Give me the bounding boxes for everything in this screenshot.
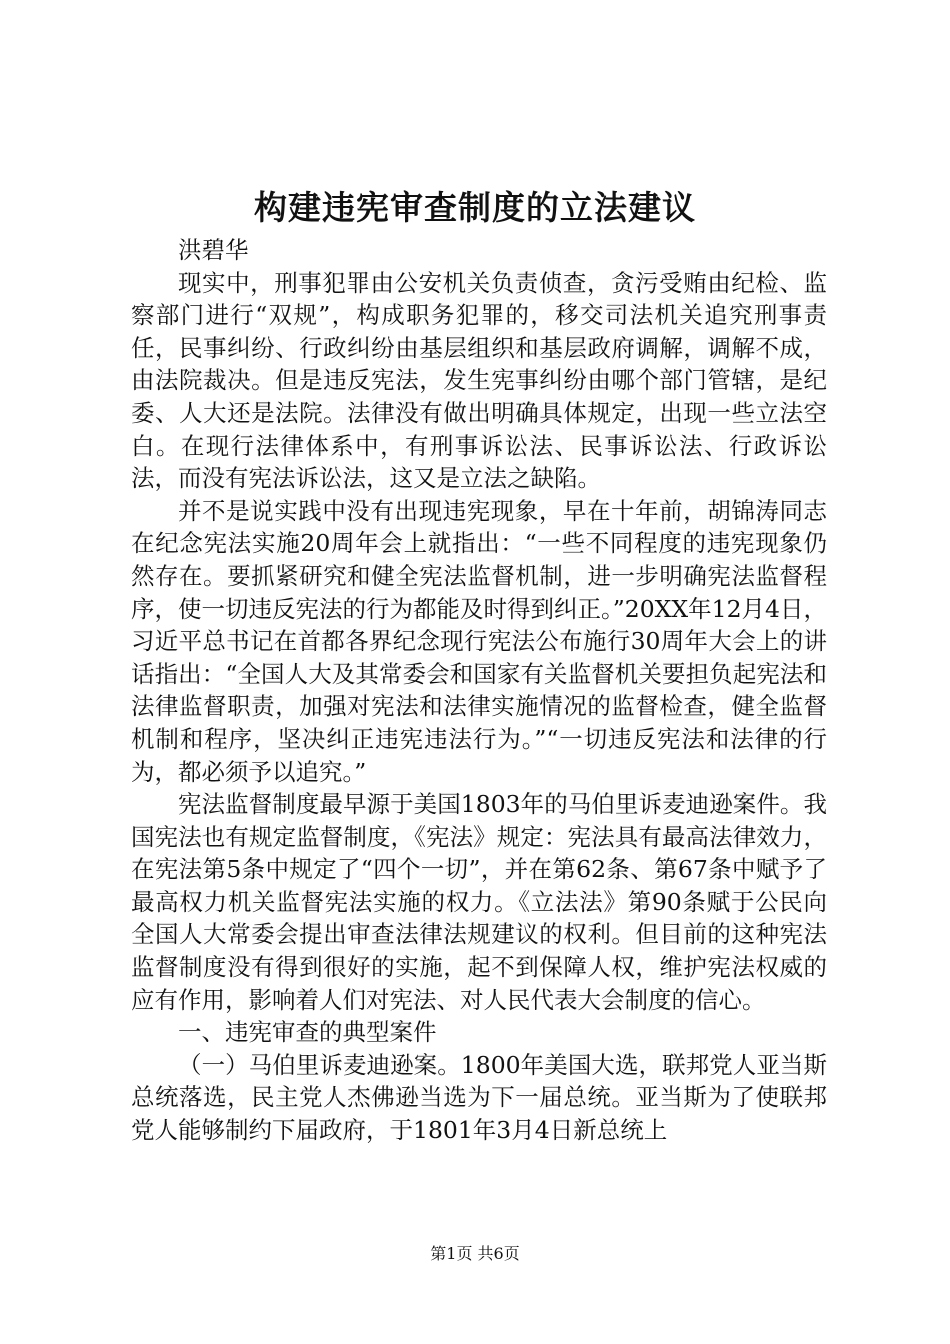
author-line: 洪碧华 xyxy=(178,236,249,264)
paragraph: 宪法监督制度最早源于美国1803年的马伯里诉麦迪逊案件。我国宪法也有规定监督制度，《宪法》规定：宪法具有最高法律效力，在宪法第5条中规定了“四个一切”，并在第62条、第67条中赋予了最高权力机关监督宪法实施的权力。《立法法》第90条赋于公民向全国人大常委会提出审查法律法规建议的权利。但目前的这种宪法监督制度没有得到很好的实施，起不到保障人权，维护宪法权威的应有作用，影响着人们对宪法、对人民代表大会制度的信心。 xyxy=(131,790,827,1014)
paragraph: 并不是说实践中没有出现违宪现象，早在十年前，胡锦涛同志在纪念宪法实施20周年会上就指出：“一些不同程度的违宪现象仍然存在。要抓紧研究和健全宪法监督机制，进一步明确宪法监督程序，使一切违反宪法的行为都能及时得到纠正。”20XX年12月4日，习近平总书记在首都各界纪念现行宪法公布施行30周年大会上的讲话指出：“全国人大及其常委会和国家有关监督机关要担负起宪法和法律监督职责，加强对宪法和法律实施情况的监督检查，健全监督机制和程序，坚决纠正违宪违法行为。”“一切违反宪法和法律的行为，都必须予以追究。” xyxy=(131,496,827,786)
section-heading: 一、违宪审查的典型案件 xyxy=(178,1018,437,1047)
paragraph: 现实中，刑事犯罪由公安机关负责侦查，贪污受贿由纪检、监察部门进行“双规”，构成职务犯罪的，移交司法机关追究刑事责任，民事纠纷、行政纠纷由基层组织和基层政府调解，调解不成，由法院裁决。但是违反宪法，发生宪事纠纷由哪个部门管辖，是纪委、人大还是法院。法律没有做出明确具体规定，出现一些立法空白。在现行法律体系中，有刑事诉讼法、民事诉讼法、行政诉讼法，而没有宪法诉讼法，这又是立法之缺陷。 xyxy=(131,268,827,493)
document-title: 构建违宪审查制度的立法建议 xyxy=(254,188,696,227)
paragraph: （一）马伯里诉麦迪逊案。1800年美国大选，联邦党人亚当斯总统落选，民主党人杰佛逊当选为下一届总统。亚当斯为了使联邦党人能够制约下届政府，于1801年3月4日新总统上 xyxy=(131,1050,827,1145)
page-number-footer: 第1页 共6页 xyxy=(430,1244,520,1263)
document-body xyxy=(131,234,827,1147)
